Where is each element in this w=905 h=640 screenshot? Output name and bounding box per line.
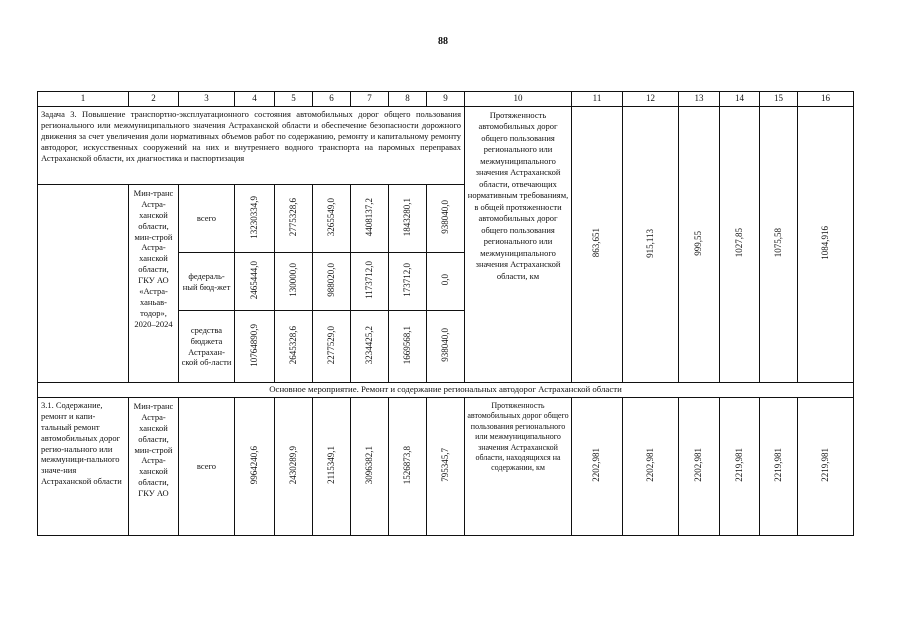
value-cell: 2465444,0	[235, 253, 275, 311]
target-cell: 999,55	[679, 107, 720, 383]
main-measure-title: Основное мероприятие. Ремонт и содержание региональных автодорог Астраханской области	[38, 383, 854, 398]
target-cell: 2202,981	[572, 398, 623, 536]
value-cell: 988020,0	[313, 253, 351, 311]
funding-source: всего	[179, 398, 235, 536]
value-cell: 2115349,1	[313, 398, 351, 536]
header-cell: 11	[572, 92, 623, 107]
funding-source: всего	[179, 185, 235, 253]
measure-3-1-name: 3.1. Содержание, ремонт и капи-тальный ремонт автомобильных дорог регио-нального или межмуници-пального значе-ния Астраханской области	[38, 398, 129, 536]
value-cell: 795345,7	[427, 398, 465, 536]
header-cell: 4	[235, 92, 275, 107]
header-cell: 15	[760, 92, 798, 107]
target-cell: 2219,981	[798, 398, 854, 536]
target-cell: 915,113	[623, 107, 679, 383]
header-cell: 16	[798, 92, 854, 107]
target-cell: 2219,981	[720, 398, 760, 536]
value-cell: 1843280,1	[389, 185, 427, 253]
target-cell: 1084,916	[798, 107, 854, 383]
header-cell: 5	[275, 92, 313, 107]
header-cell: 9	[427, 92, 465, 107]
header-cell: 14	[720, 92, 760, 107]
value-cell: 3265549,0	[313, 185, 351, 253]
page-number: 88	[438, 36, 448, 47]
value-cell: 173712,0	[389, 253, 427, 311]
measure-3-1-row	[38, 398, 854, 536]
header-cell: 6	[313, 92, 351, 107]
target-cell: 2202,981	[679, 398, 720, 536]
value-cell: 2775328,6	[275, 185, 313, 253]
value-cell: 2277529,0	[313, 311, 351, 383]
value-cell: 10764890,9	[235, 311, 275, 383]
header-cell: 12	[623, 92, 679, 107]
funding-source: средства бюджета Астрахан-ской об-ласти	[179, 311, 235, 383]
header-cell: 13	[679, 92, 720, 107]
value-cell: 1173712,0	[351, 253, 389, 311]
task3-indicator: Протяженность автомобильных дорог общего пользования регионального или межмуниципального значения Астраханской области, отвечающих нормативным требованиям, в общей протяженности автомобильных дорог общего пользования регионального или межмуниципального значения Астраханской области, км	[465, 107, 572, 383]
program-table	[37, 91, 854, 536]
task3-executor: Мин-транс Астра-ханской области, мин-строй Астра-ханской области, ГКУ АО «Астра-ханьав-тодор», 2020–2024	[129, 185, 179, 383]
target-cell: 1027,85	[720, 107, 760, 383]
header-cell: 8	[389, 92, 427, 107]
measure-3-1-indicator: Протяженность автомобильных дорог общего пользования регионального или межмуниципального значения Астраханской области, находящихся на содержании, км	[465, 398, 572, 536]
target-cell: 2202,981	[623, 398, 679, 536]
task3-description: Задача 3. Повышение транспортно-эксплуатационного состояния автомобильных дорог общего пользования регионального или межмуниципального значения Астраханской области и обеспечение безопасности дорожного движения за счет увеличения доли нормативных объемов работ по содержанию, ремонту и капитальному ремонту автодорог, искусственных сооружений на них и внутреннего водного транспорта на паромных переправах Астраханской области, их диагностика и паспортизация	[38, 107, 465, 185]
empty-cell	[38, 185, 129, 383]
value-cell: 2645328,6	[275, 311, 313, 383]
value-cell: 9964240,6	[235, 398, 275, 536]
value-cell: 1526873,8	[389, 398, 427, 536]
main-measure-row	[38, 383, 854, 398]
target-cell: 1075,58	[760, 107, 798, 383]
value-cell: 130000,0	[275, 253, 313, 311]
header-row	[38, 92, 854, 107]
task3-title-row	[38, 107, 854, 185]
value-cell: 3234425,2	[351, 311, 389, 383]
value-cell: 0,0	[427, 253, 465, 311]
value-cell: 4408137,2	[351, 185, 389, 253]
header-cell: 1	[38, 92, 129, 107]
value-cell: 1669568,1	[389, 311, 427, 383]
value-cell: 3096382,1	[351, 398, 389, 536]
header-cell: 2	[129, 92, 179, 107]
value-cell: 13230334,9	[235, 185, 275, 253]
value-cell: 2430289,9	[275, 398, 313, 536]
value-cell: 938040,0	[427, 185, 465, 253]
measure-3-1-executor: Мин-транс Астра-ханской области, мин-строй Астра-ханской области, ГКУ АО	[129, 398, 179, 536]
target-cell: 863,651	[572, 107, 623, 383]
target-cell: 2219,981	[760, 398, 798, 536]
header-cell: 3	[179, 92, 235, 107]
value-cell: 938040,0	[427, 311, 465, 383]
header-cell: 7	[351, 92, 389, 107]
funding-source: федераль-ный бюд-жет	[179, 253, 235, 311]
header-cell: 10	[465, 92, 572, 107]
